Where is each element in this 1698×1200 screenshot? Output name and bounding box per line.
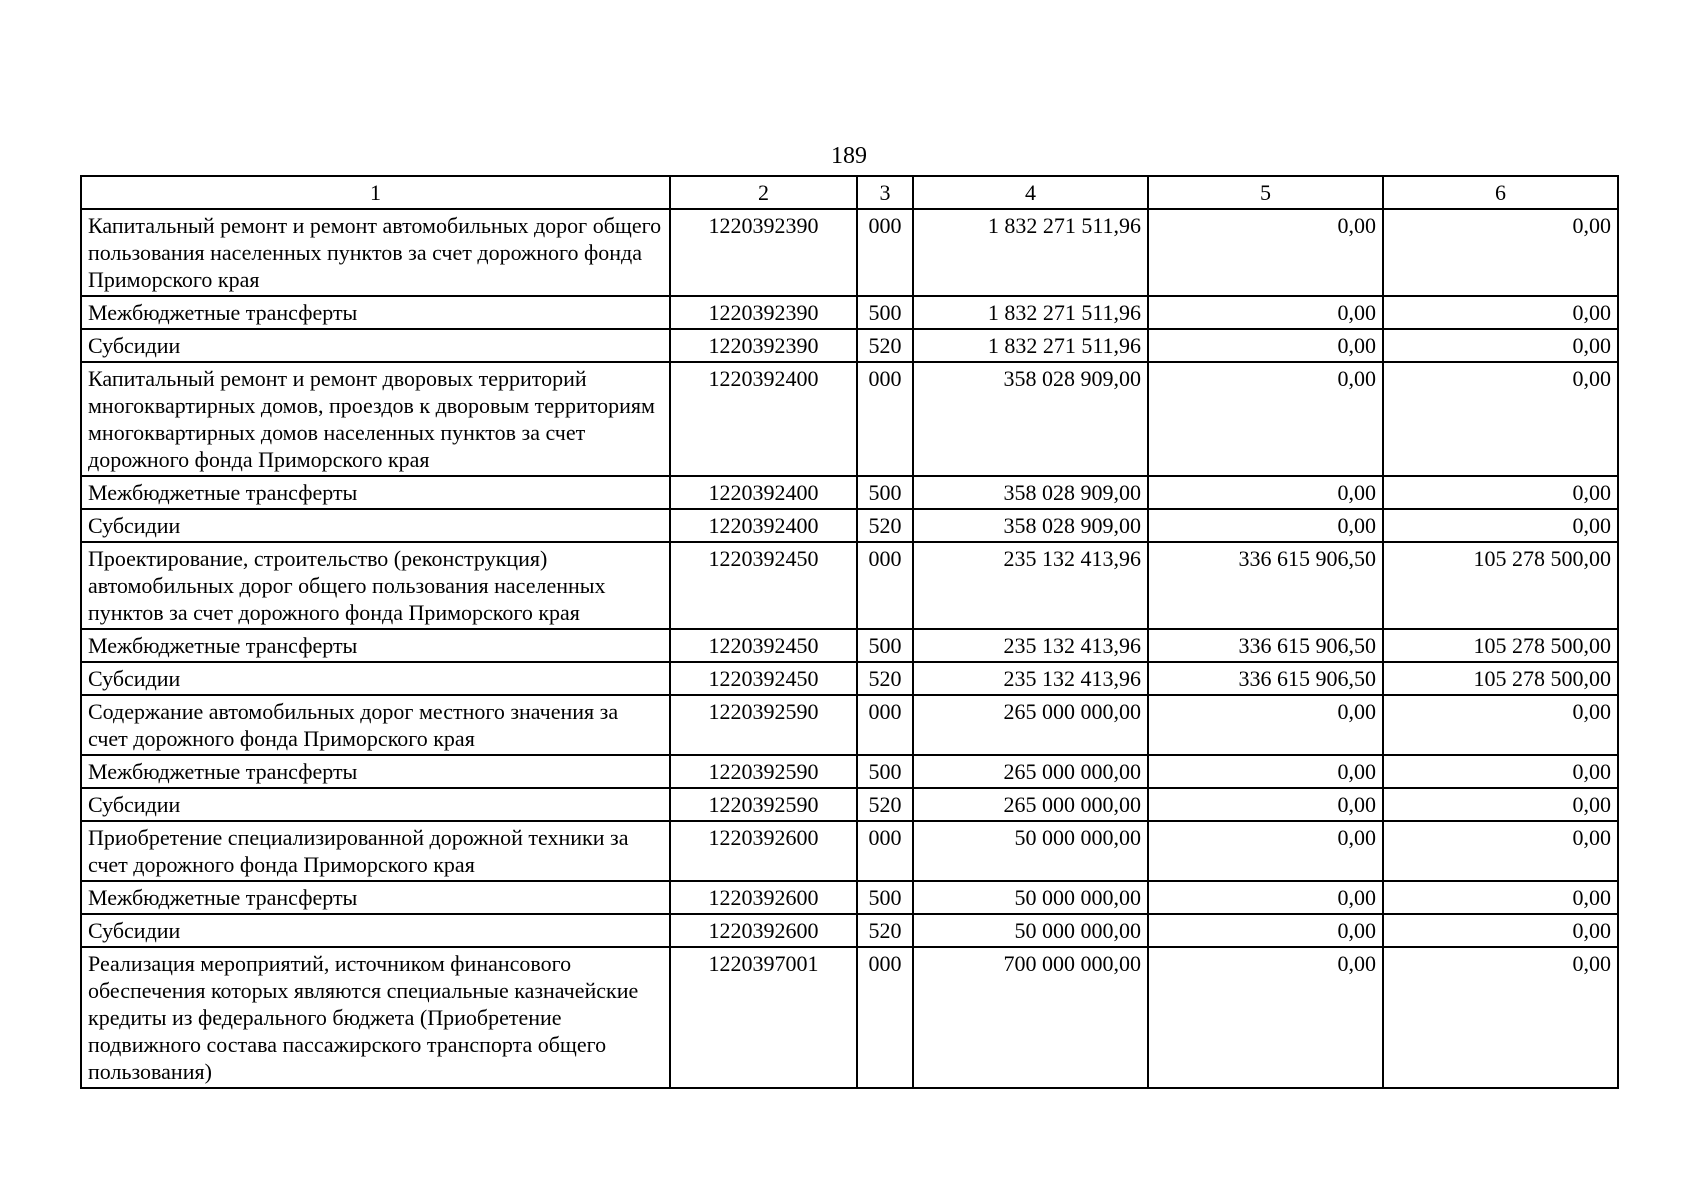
row-amount-col4-cell: 50 000 000,00 bbox=[913, 821, 1148, 881]
row-name-cell: Субсидии bbox=[81, 914, 670, 947]
row-amount-col5-cell: 0,00 bbox=[1148, 788, 1383, 821]
row-amount-col5-cell: 0,00 bbox=[1148, 329, 1383, 362]
row-name-cell: Реализация мероприятий, источником финансового обеспечения которых являются специальные казначейские кредиты из федерального бюджета (Приобретение подвижного состава пассажирского транспорта общего пользования) bbox=[81, 947, 670, 1088]
row-amount-col5-cell: 336 615 906,50 bbox=[1148, 542, 1383, 629]
row-expense-type-cell: 000 bbox=[857, 947, 913, 1088]
row-amount-col4-cell: 1 832 271 511,96 bbox=[913, 329, 1148, 362]
header-row bbox=[81, 176, 1618, 209]
table-row bbox=[81, 821, 1618, 881]
row-expense-type-cell: 500 bbox=[857, 476, 913, 509]
table-row bbox=[81, 947, 1618, 1088]
row-code-cell: 1220392390 bbox=[670, 209, 857, 296]
row-amount-col4-cell: 265 000 000,00 bbox=[913, 788, 1148, 821]
row-name-cell: Субсидии bbox=[81, 662, 670, 695]
row-amount-col6-cell: 0,00 bbox=[1383, 821, 1618, 881]
row-expense-type-cell: 000 bbox=[857, 362, 913, 476]
row-name-cell: Межбюджетные трансферты bbox=[81, 296, 670, 329]
row-amount-col5-cell: 0,00 bbox=[1148, 821, 1383, 881]
row-amount-col4-cell: 235 132 413,96 bbox=[913, 629, 1148, 662]
row-expense-type-cell: 500 bbox=[857, 881, 913, 914]
row-expense-type-cell: 520 bbox=[857, 914, 913, 947]
table-row bbox=[81, 695, 1618, 755]
row-amount-col5-cell: 0,00 bbox=[1148, 881, 1383, 914]
row-amount-col5-cell: 0,00 bbox=[1148, 362, 1383, 476]
row-name-cell: Межбюджетные трансферты bbox=[81, 755, 670, 788]
table-row bbox=[81, 362, 1618, 476]
row-amount-col4-cell: 50 000 000,00 bbox=[913, 914, 1148, 947]
row-amount-col4-cell: 50 000 000,00 bbox=[913, 881, 1148, 914]
row-code-cell: 1220392600 bbox=[670, 821, 857, 881]
row-code-cell: 1220392450 bbox=[670, 629, 857, 662]
row-amount-col5-cell: 336 615 906,50 bbox=[1148, 662, 1383, 695]
row-amount-col5-cell: 336 615 906,50 bbox=[1148, 629, 1383, 662]
row-amount-col6-cell: 0,00 bbox=[1383, 476, 1618, 509]
row-amount-col6-cell: 0,00 bbox=[1383, 362, 1618, 476]
row-expense-type-cell: 500 bbox=[857, 755, 913, 788]
table-row bbox=[81, 629, 1618, 662]
row-name-cell: Субсидии bbox=[81, 329, 670, 362]
column-header-6: 6 bbox=[1383, 176, 1618, 209]
row-amount-col5-cell: 0,00 bbox=[1148, 209, 1383, 296]
row-amount-col4-cell: 1 832 271 511,96 bbox=[913, 296, 1148, 329]
column-header-5: 5 bbox=[1148, 176, 1383, 209]
row-code-cell: 1220392450 bbox=[670, 662, 857, 695]
budget-table bbox=[80, 175, 1619, 1089]
table-row bbox=[81, 329, 1618, 362]
row-amount-col5-cell: 0,00 bbox=[1148, 695, 1383, 755]
row-expense-type-cell: 000 bbox=[857, 695, 913, 755]
row-amount-col6-cell: 105 278 500,00 bbox=[1383, 662, 1618, 695]
row-expense-type-cell: 520 bbox=[857, 662, 913, 695]
row-name-cell: Межбюджетные трансферты bbox=[81, 476, 670, 509]
row-expense-type-cell: 000 bbox=[857, 542, 913, 629]
row-amount-col6-cell: 0,00 bbox=[1383, 755, 1618, 788]
row-amount-col4-cell: 358 028 909,00 bbox=[913, 509, 1148, 542]
table-row bbox=[81, 296, 1618, 329]
row-amount-col4-cell: 265 000 000,00 bbox=[913, 695, 1148, 755]
row-name-cell: Капитальный ремонт и ремонт дворовых территорий многоквартирных домов, проездов к дворовым территориям многоквартирных домов населенных пунктов за счет дорожного фонда Приморского края bbox=[81, 362, 670, 476]
column-header-2: 2 bbox=[670, 176, 857, 209]
row-name-cell: Капитальный ремонт и ремонт автомобильных дорог общего пользования населенных пунктов за счет дорожного фонда Приморского края bbox=[81, 209, 670, 296]
row-amount-col5-cell: 0,00 bbox=[1148, 476, 1383, 509]
table-row bbox=[81, 788, 1618, 821]
row-expense-type-cell: 520 bbox=[857, 329, 913, 362]
row-amount-col4-cell: 1 832 271 511,96 bbox=[913, 209, 1148, 296]
row-amount-col5-cell: 0,00 bbox=[1148, 755, 1383, 788]
row-amount-col6-cell: 0,00 bbox=[1383, 914, 1618, 947]
row-amount-col6-cell: 0,00 bbox=[1383, 947, 1618, 1088]
row-name-cell: Субсидии bbox=[81, 788, 670, 821]
table-row bbox=[81, 542, 1618, 629]
row-amount-col4-cell: 700 000 000,00 bbox=[913, 947, 1148, 1088]
table-row bbox=[81, 209, 1618, 296]
column-header-4: 4 bbox=[913, 176, 1148, 209]
table-body bbox=[81, 209, 1618, 1088]
row-code-cell: 1220392400 bbox=[670, 476, 857, 509]
row-expense-type-cell: 520 bbox=[857, 788, 913, 821]
row-name-cell: Содержание автомобильных дорог местного значения за счет дорожного фонда Приморского края bbox=[81, 695, 670, 755]
page-number: 189 bbox=[831, 143, 867, 169]
row-amount-col5-cell: 0,00 bbox=[1148, 509, 1383, 542]
row-code-cell: 1220392600 bbox=[670, 914, 857, 947]
row-amount-col6-cell: 0,00 bbox=[1383, 296, 1618, 329]
row-amount-col6-cell: 105 278 500,00 bbox=[1383, 629, 1618, 662]
row-code-cell: 1220397001 bbox=[670, 947, 857, 1088]
table-row bbox=[81, 881, 1618, 914]
row-name-cell: Приобретение специализированной дорожной техники за счет дорожного фонда Приморского края bbox=[81, 821, 670, 881]
row-name-cell: Проектирование, строительство (реконструкция) автомобильных дорог общего пользования населенных пунктов за счет дорожного фонда Приморского края bbox=[81, 542, 670, 629]
row-name-cell: Межбюджетные трансферты bbox=[81, 629, 670, 662]
row-amount-col4-cell: 265 000 000,00 bbox=[913, 755, 1148, 788]
row-amount-col6-cell: 0,00 bbox=[1383, 788, 1618, 821]
row-code-cell: 1220392590 bbox=[670, 695, 857, 755]
table-row bbox=[81, 476, 1618, 509]
row-code-cell: 1220392590 bbox=[670, 755, 857, 788]
table-row bbox=[81, 755, 1618, 788]
row-expense-type-cell: 500 bbox=[857, 629, 913, 662]
row-amount-col4-cell: 235 132 413,96 bbox=[913, 662, 1148, 695]
row-amount-col6-cell: 0,00 bbox=[1383, 695, 1618, 755]
row-code-cell: 1220392390 bbox=[670, 329, 857, 362]
row-amount-col4-cell: 358 028 909,00 bbox=[913, 362, 1148, 476]
row-expense-type-cell: 000 bbox=[857, 209, 913, 296]
row-name-cell: Субсидии bbox=[81, 509, 670, 542]
row-code-cell: 1220392400 bbox=[670, 362, 857, 476]
row-code-cell: 1220392390 bbox=[670, 296, 857, 329]
row-expense-type-cell: 520 bbox=[857, 509, 913, 542]
row-name-cell: Межбюджетные трансферты bbox=[81, 881, 670, 914]
row-amount-col5-cell: 0,00 bbox=[1148, 947, 1383, 1088]
row-expense-type-cell: 500 bbox=[857, 296, 913, 329]
row-expense-type-cell: 000 bbox=[857, 821, 913, 881]
row-amount-col5-cell: 0,00 bbox=[1148, 296, 1383, 329]
table-header bbox=[81, 176, 1618, 209]
row-code-cell: 1220392590 bbox=[670, 788, 857, 821]
column-header-3: 3 bbox=[857, 176, 913, 209]
row-code-cell: 1220392600 bbox=[670, 881, 857, 914]
row-amount-col6-cell: 0,00 bbox=[1383, 329, 1618, 362]
table-row bbox=[81, 914, 1618, 947]
row-code-cell: 1220392450 bbox=[670, 542, 857, 629]
row-amount-col4-cell: 358 028 909,00 bbox=[913, 476, 1148, 509]
row-amount-col6-cell: 105 278 500,00 bbox=[1383, 542, 1618, 629]
row-code-cell: 1220392400 bbox=[670, 509, 857, 542]
row-amount-col5-cell: 0,00 bbox=[1148, 914, 1383, 947]
row-amount-col6-cell: 0,00 bbox=[1383, 209, 1618, 296]
row-amount-col4-cell: 235 132 413,96 bbox=[913, 542, 1148, 629]
column-header-1: 1 bbox=[81, 176, 670, 209]
row-amount-col6-cell: 0,00 bbox=[1383, 881, 1618, 914]
row-amount-col6-cell: 0,00 bbox=[1383, 509, 1618, 542]
table-row bbox=[81, 662, 1618, 695]
table-row bbox=[81, 509, 1618, 542]
